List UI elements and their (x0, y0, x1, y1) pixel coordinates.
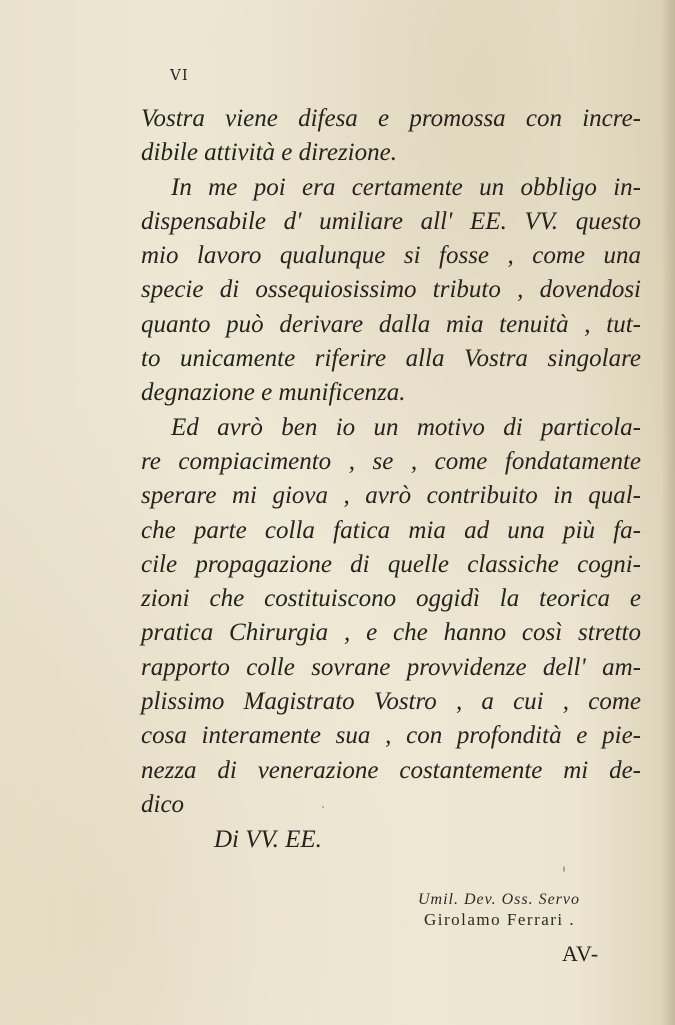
signature-name: Girolamo Ferrari . (424, 910, 576, 929)
text-line: pratica Chirurgia , e che hanno così stretto (141, 619, 641, 647)
text-line: cile propagazione di quelle classiche cogni- (141, 550, 641, 578)
text-line: dispensabile d' umiliare all' EE. VV. questo (141, 207, 641, 235)
text-line: Ed avrò ben io un motivo di particola- (171, 413, 641, 441)
ink-speck (322, 806, 324, 808)
text-line: nezza di venerazione costantemente mi de- (141, 756, 641, 784)
text-line: Vostra viene difesa e promossa con incre- (141, 105, 641, 132)
text-line: cosa interamente sua , con profondità e pie- (141, 722, 641, 750)
text-line: dico (141, 790, 185, 818)
page-edge-shadow (661, 0, 675, 1025)
ink-speck (563, 866, 565, 872)
body-text (141, 102, 641, 822)
text-line: dibile attività e direzione. (141, 139, 397, 167)
text-line: che parte colla fatica mia ad una più fa- (141, 516, 641, 544)
page-number: VI (170, 66, 189, 84)
text-line: specie di ossequiosissimo tributo , dovendosi (141, 276, 641, 304)
signature-title: Umil. Dev. Oss. Servo (418, 891, 581, 908)
text-line: In me poi era certamente un obbligo in- (171, 173, 641, 201)
text-line: sperare mi giova , avrò contribuito in qual- (141, 482, 641, 510)
text-line: mio lavoro qualunque si fosse , come una (141, 242, 641, 270)
text-line: re compiacimento , se , come fondatamente (141, 447, 641, 475)
text-line: to unicamente riferire alla Vostra singolare (141, 345, 641, 373)
catchword: AV- (562, 941, 600, 966)
text-line: zioni che costituiscono oggidì la teorica e (141, 585, 641, 613)
text-line: rapporto colle sovrane provvidenze dell' am- (141, 653, 641, 681)
text-line: degnazione e munificenza. (141, 379, 406, 407)
text-line: plissimo Magistrato Vostro , a cui , come (141, 688, 641, 716)
salutation: Di VV. EE. (214, 826, 322, 853)
text-line: quanto può derivare dalla mia tenuità , tut- (141, 310, 641, 338)
